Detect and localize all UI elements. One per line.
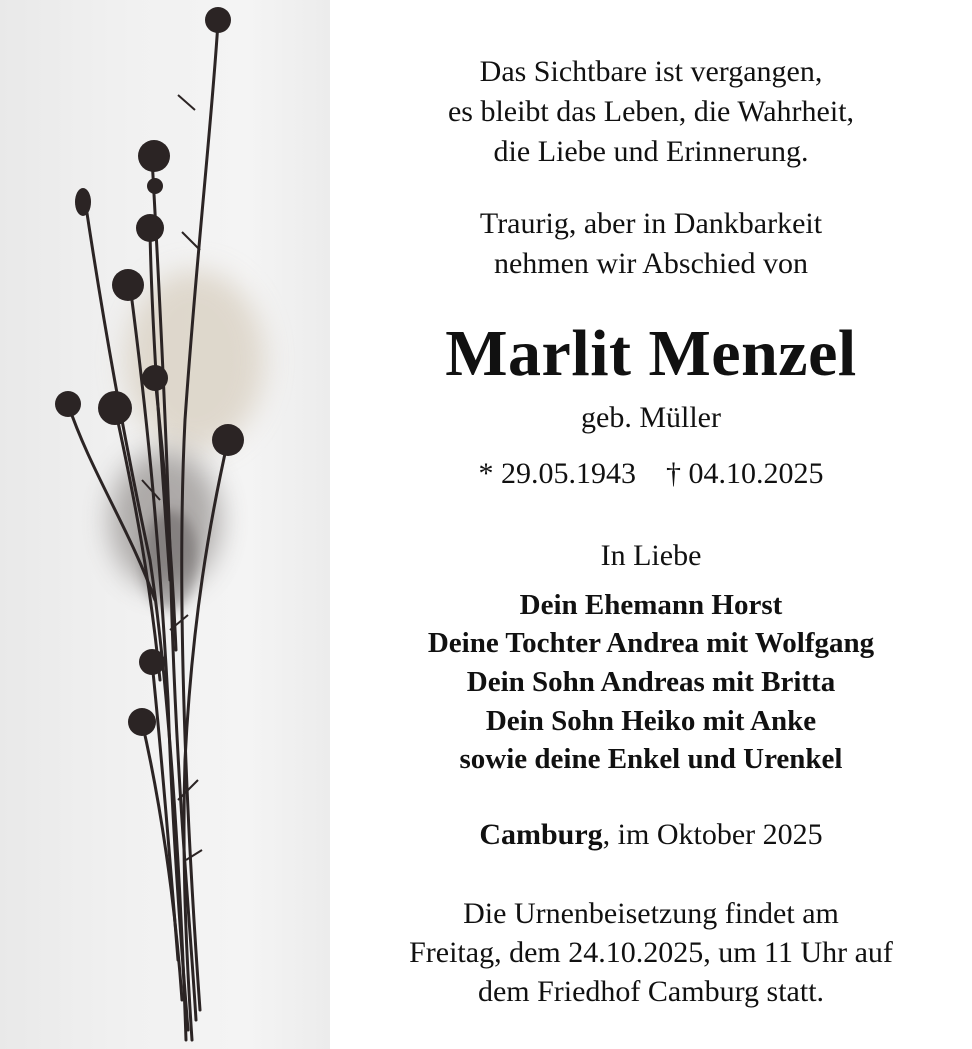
death-date: † 04.10.2025 [666, 457, 824, 490]
intro-line-2: nehmen wir Abschied von [493, 247, 809, 280]
deceased-name: Marlit Menzel [445, 317, 857, 390]
closing-greeting: In Liebe [600, 539, 702, 572]
family-line-5: sowie deine Enkel und Urenkel [459, 743, 843, 775]
intro-line-1: Traurig, aber in Dankbarkeit [479, 207, 823, 240]
life-dates [330, 454, 972, 494]
maiden-name: geb. Müller [581, 401, 721, 434]
place: Camburg [479, 818, 603, 851]
funeral-line-2: Freitag, dem 24.10.2025, um 11 Uhr auf [409, 936, 893, 969]
poem-line-3: die Liebe und Erinnerung. [493, 135, 809, 168]
dried-flowers-photo [0, 0, 330, 1049]
family-line-4: Dein Sohn Heiko mit Anke [485, 705, 817, 737]
poem-line-1: Das Sichtbare ist vergangen, [479, 55, 823, 88]
family-line-2: Deine Tochter Andrea mit Wolfgang [427, 627, 875, 659]
funeral-line-3: dem Friedhof Camburg statt. [477, 975, 825, 1008]
obituary-text [330, 0, 972, 1049]
family-line-3: Dein Sohn Andreas mit Britta [466, 666, 836, 698]
family-line-1: Dein Ehemann Horst [519, 589, 783, 621]
place-date [330, 815, 972, 855]
poem-line-2: es bleibt das Leben, die Wahrheit, [447, 95, 855, 128]
funeral-line-1: Die Urnenbeisetzung findet am [463, 897, 839, 930]
birth-date: * 29.05.1943 [478, 457, 636, 490]
dried-flowers-illustration [0, 0, 330, 1049]
date: , im Oktober 2025 [602, 818, 823, 851]
